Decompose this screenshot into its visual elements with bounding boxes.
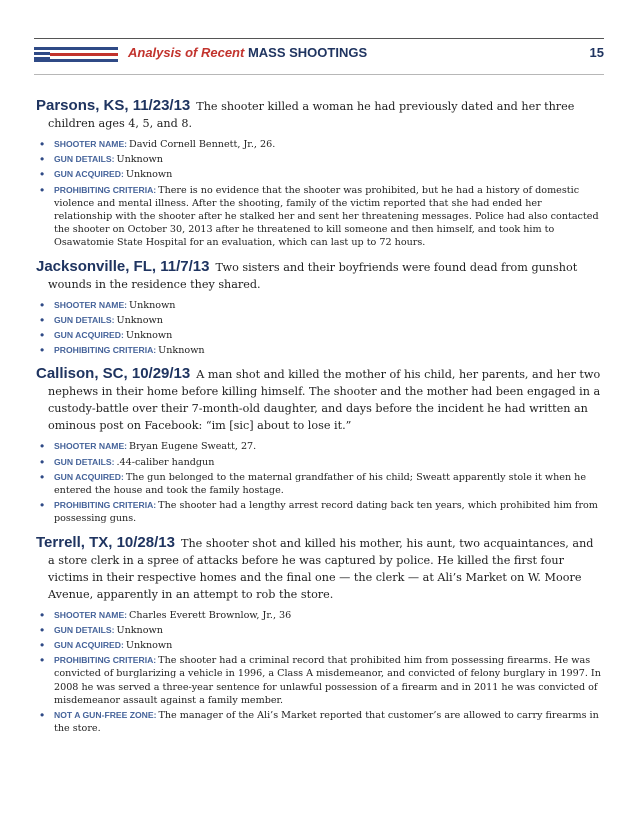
detail-item: [36, 440, 602, 453]
detail-item: [36, 153, 602, 166]
detail-label: SHOOTER NAME:: [54, 441, 128, 452]
detail-label: PROHIBITING CRITERIA:: [54, 500, 157, 511]
incident-summary: A man shot and killed the mother of his child, her parents, and her two nephews in their home before killing himself. The shooter and the mother had been engaged in a custody-battle over their 7-month-old daughter, and days before the incident he had written an ominous post on Facebook: “im [sic] about to lose it.”: [48, 368, 601, 433]
detail-item: [36, 471, 602, 497]
detail-label: GUN ACQUIRED:: [54, 169, 124, 180]
detail-label: NOT A GUN-FREE ZONE:: [54, 710, 157, 721]
detail-text: Unknown: [158, 345, 205, 357]
detail-label: GUN ACQUIRED:: [54, 330, 124, 341]
detail-label: PROHIBITING CRITERIA:: [54, 655, 157, 666]
detail-item: [36, 624, 602, 637]
incident-details-list: [36, 440, 602, 525]
detail-label: GUN ACQUIRED:: [54, 640, 124, 651]
detail-text: Unknown: [116, 624, 163, 636]
detail-label: SHOOTER NAME:: [54, 609, 128, 620]
detail-item: [36, 184, 602, 250]
incident-lead: [36, 365, 602, 434]
bullet-icon: •: [40, 182, 45, 197]
header-title-dark: MASS SHOOTINGS: [247, 45, 368, 60]
incident-entry: [36, 258, 602, 358]
detail-text: Charles Everett Brownlow, Jr., 36: [129, 609, 292, 621]
bullet-icon: •: [40, 498, 45, 513]
bullet-icon: •: [40, 167, 45, 182]
detail-text: .44-caliber handgun: [116, 456, 215, 468]
header-rule-bottom: [34, 74, 604, 75]
bullet-icon: •: [40, 607, 45, 622]
detail-text: Unknown: [125, 640, 173, 652]
document-body: [36, 97, 602, 743]
detail-item: [36, 168, 602, 181]
detail-text: Unknown: [125, 169, 173, 181]
incident-lead: [36, 534, 602, 603]
incident-details-list: [36, 138, 602, 250]
detail-label: GUN DETAILS:: [54, 314, 115, 325]
incident-place-date: Jacksonville, FL, 11/7/13: [36, 257, 210, 275]
bullet-icon: •: [40, 622, 45, 637]
incident-entry: [36, 365, 602, 525]
detail-item: [36, 299, 602, 312]
bullet-icon: •: [40, 653, 45, 668]
detail-text: The gun belonged to the maternal grandfather of his child; Sweatt apparently stole it when he entered the house and took the family hostage.: [54, 471, 587, 497]
detail-label: GUN DETAILS:: [54, 456, 115, 467]
detail-label: GUN DETAILS:: [54, 624, 115, 635]
incident-summary: The shooter killed a woman he had previously dated and her three children ages 4, 5, and 8.: [48, 100, 575, 130]
detail-item: [36, 138, 602, 151]
detail-text: The manager of the Ali’s Market reported that customer’s are allowed to carry firearms in the store.: [54, 710, 599, 735]
incident-entry: [36, 97, 602, 250]
detail-item: [36, 456, 602, 469]
detail-text: Unknown: [116, 314, 163, 326]
bullet-icon: •: [40, 708, 45, 723]
detail-label: PROHIBITING CRITERIA:: [54, 345, 157, 356]
detail-item: [36, 654, 602, 707]
bullet-icon: •: [40, 328, 45, 343]
bullet-icon: •: [40, 312, 45, 327]
detail-item: [36, 609, 602, 622]
page-number: 15: [589, 45, 604, 60]
bullet-icon: •: [40, 297, 45, 312]
bullet-icon: •: [40, 137, 45, 151]
incident-details-list: [36, 609, 602, 736]
detail-item: [36, 499, 602, 525]
incident-lead: [36, 258, 602, 293]
incident-summary: Two sisters and their boyfriends were found dead from gunshot wounds in the residence they shared.: [48, 260, 578, 291]
page-header: [0, 0, 638, 82]
incident-summary: The shooter shot and killed his mother, his aunt, two acquaintances, and a store clerk in a spree of attacks before he was captured by police. He killed the first four victims in their respective homes and the final one — the clerk — at Ali’s Market on W. Moore Avenue, apparently in an attempt to rob the store.: [48, 536, 594, 601]
detail-label: PROHIBITING CRITERIA:: [54, 184, 157, 195]
detail-text: David Cornell Bennett, Jr., 26.: [129, 139, 276, 150]
incident-lead: [36, 97, 602, 132]
detail-item: [36, 314, 602, 327]
detail-text: There is no evidence that the shooter was prohibited, but he had a history of domestic violence and mental illness. After the shooting, family of the victim reported that she had ended her relationship with the shooter after he stalked her and sent her threatening messages. Police had also contacted the shooter on October 30, 2013 after he threatened to kill someone and then himself, and took him to Osawatomie State Hospital for an evaluation, which can last up to 72 hours.: [54, 184, 599, 249]
detail-text: Unknown: [125, 330, 173, 342]
bullet-icon: •: [40, 439, 45, 454]
detail-text: The shooter had a criminal record that prohibited him from possessing firearms. He was convicted of burglarizing a vehicle in 1996, a Class A misdemeanor, and convicted of felony burglary in 1997. In 2008 he was served a three-year sentence for unlawful possession of a firearm and in 2011 he was convicted of misdemeanor assault against a family member.: [54, 655, 601, 706]
detail-text: Unknown: [116, 154, 163, 166]
detail-item: [36, 639, 602, 652]
detail-text: The shooter had a lengthy arrest record dating back ten years, which prohibited him from possessing guns.: [54, 500, 598, 525]
incident-place-date: Parsons, KS, 11/23/13: [36, 97, 191, 114]
flag-stripes-icon: [34, 47, 118, 63]
detail-label: SHOOTER NAME:: [54, 139, 128, 149]
bullet-icon: •: [40, 343, 45, 358]
bullet-icon: •: [40, 469, 45, 484]
detail-item: [36, 709, 602, 735]
bullet-icon: •: [40, 152, 45, 167]
header-title: [128, 45, 367, 60]
detail-label: GUN ACQUIRED:: [54, 471, 124, 482]
bullet-icon: •: [40, 638, 45, 653]
detail-label: GUN DETAILS:: [54, 154, 115, 165]
detail-label: SHOOTER NAME:: [54, 299, 128, 310]
bullet-icon: •: [40, 454, 45, 469]
incident-details-list: [36, 299, 602, 358]
detail-text: Bryan Eugene Sweatt, 27.: [129, 441, 257, 453]
incident-entry: [36, 534, 602, 736]
incident-place-date: Callison, SC, 10/29/13: [36, 365, 191, 383]
header-rule-top: [34, 38, 604, 39]
incident-place-date: Terrell, TX, 10/28/13: [36, 533, 175, 551]
detail-text: Unknown: [129, 299, 176, 311]
header-title-red: Analysis of Recent: [128, 45, 245, 60]
detail-item: [36, 344, 602, 357]
detail-item: [36, 329, 602, 342]
